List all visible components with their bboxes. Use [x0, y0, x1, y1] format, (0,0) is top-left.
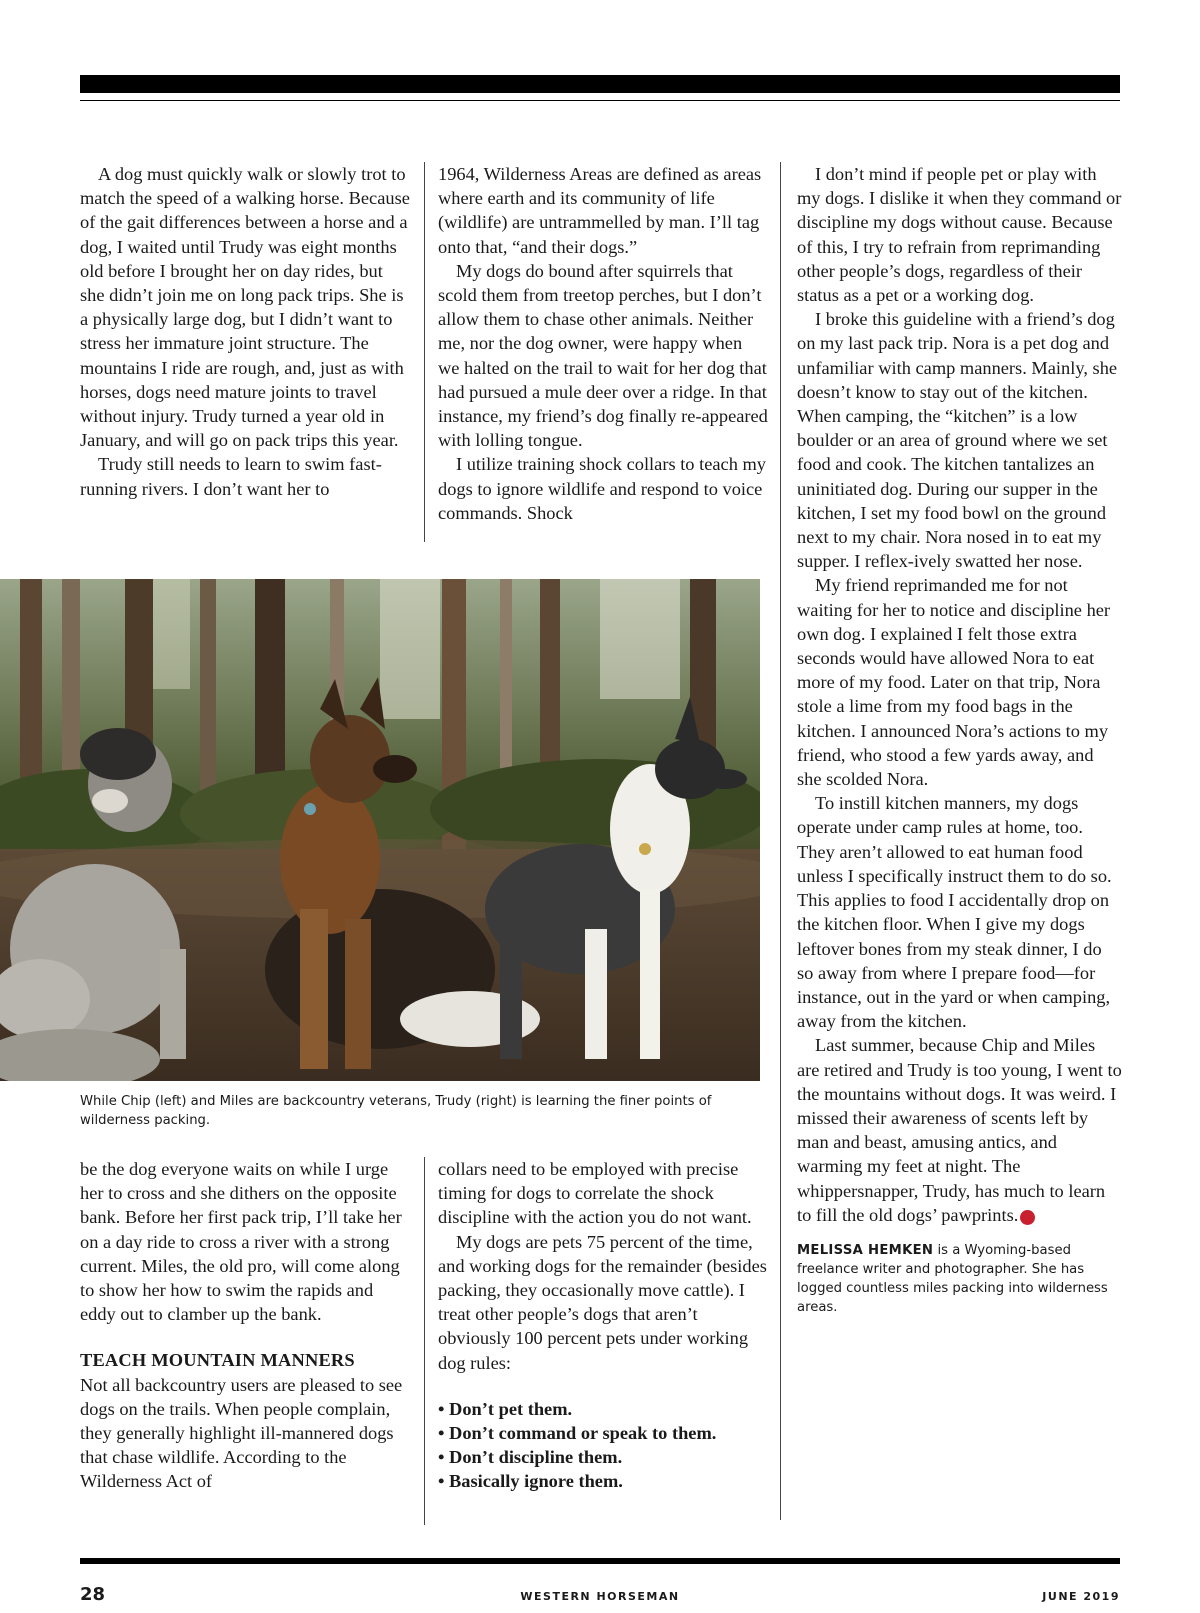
list-item: • Don’t pet them. [438, 1398, 573, 1419]
column-2-top [438, 162, 768, 525]
end-mark-icon: WH [1020, 1210, 1035, 1225]
photo-caption: While Chip (left) and Miles are backcountry veterans, Trudy (right) is learning the finer points of wilderness packing. [80, 1094, 712, 1128]
body-paragraph: be the dog everyone waits on while I urge her to cross and she dithers on the opposite bank. Before her first pack trip, I’ll take her on a day ride to cross a river with a strong current. Miles, the old pro, will come along to show her how to swim the rapids and eddy out to clamber up the bank. [80, 1159, 402, 1325]
body-paragraph: I don’t mind if people pet or play with my dogs. I dislike it when they command or discipline my dogs without cause. Because of this, I try to refrain from reprimanding other people’s dogs, regardless of their status as a pet or a working dog. [797, 164, 1122, 306]
header-bar [80, 75, 1120, 93]
header-rule [80, 100, 1120, 101]
body-paragraph [797, 1033, 1122, 1227]
list-item: • Don’t discipline them. [438, 1447, 623, 1468]
author-bio [797, 1241, 1122, 1317]
column-2-bottom [438, 1157, 768, 1494]
body-paragraph: 1964, Wilderness Areas are defined as areas where earth and its community of life (wildlife) are untrammelled by man. I’ll tag onto that, “and their dogs.” [438, 164, 762, 257]
footer-bar [80, 1558, 1120, 1564]
dogs-photo [0, 579, 760, 1081]
body-paragraph: My dogs do bound after squirrels that scold them from treetop perches, but I don’t allow them to chase other animals. Neither me, nor the dog owner, were happy when we halted on the trail to wait for her dog that had pursued a mule deer over a ridge. In that instance, my friend’s dog finally re-appeared with lolling tongue. [438, 260, 768, 451]
magazine-name: WESTERN HORSEMAN [520, 1590, 680, 1603]
body-paragraph: I utilize training shock collars to teach my dogs to ignore wildlife and respond to voice commands. Shock [438, 454, 766, 523]
body-paragraph: I broke this guideline with a friend’s dog on my last pack trip. Nora is a pet dog and unfamiliar with camp manners. Mainly, she doesn’t know to stay out of the kitchen. When camping, the “kitchen” is a low boulder or an area of ground where we set food and cook. The kitchen tantalizes an uninitiated dog. During our supper in the kitchen, I set my food bowl on the ground next to my chair. Nora nosed in to eat my supper. I reflex-ively swatted her nose. [797, 309, 1118, 572]
column-divider [424, 162, 425, 542]
body-paragraph: A dog must quickly walk or slowly trot to match the speed of a walking horse. Because of the gait differences between a horse and a dog, I waited until Trudy was eight months old before I brought her on day rides, but she didn’t join me on long pack trips. She is a physically large dog, but I didn’t want to stress her immature joint structure. The mountains I ride are rough, and, just as with horses, dogs need mature joints to travel without injury. Trudy turned a year old in January, and will go on pack trips this year. [80, 164, 410, 451]
column-3 [797, 162, 1122, 1317]
issue-date: JUNE 2019 [1042, 1590, 1120, 1603]
body-paragraph: My dogs are pets 75 percent of the time, and working dogs for the remainder (besides packing, they occasionally move cattle). I treat other people’s dogs that aren’t obviously 100 percent pets under working dog rules: [438, 1231, 767, 1373]
closing-text: Last summer, because Chip and Miles are retired and Trudy is too young, I went to the mountains without dogs. It was weird. I missed their awareness of scents left by man and beast, amusing antics, and warming my feet at night. The whippersnapper, Trudy, has much to learn to fill the old dogs’ pawprints. [797, 1035, 1122, 1225]
author-name: MELISSA HEMKEN [797, 1242, 934, 1258]
body-paragraph: My friend reprimanded me for not waiting for her to notice and discipline her own dog. I explained I felt those extra seconds would have allowed Nora to eat more of my food. Later on that trip, Nora stole a lime from my food bags in the kitchen. I announced Nora’s actions to my friend, who stood a few yards away, and she scolded Nora. [797, 575, 1111, 790]
author-bio-text: is a Wyoming-based freelance writer and photographer. She has logged countless miles packing into wilderness areas. [797, 1242, 1108, 1315]
column-divider [424, 1157, 425, 1525]
column-1-bottom [80, 1157, 410, 1494]
column-1-top [80, 162, 410, 501]
list-item: • Don’t command or speak to them. [438, 1423, 717, 1444]
body-paragraph: collars need to be employed with precise timing for dogs to correlate the shock discipline with the action you do not want. [438, 1159, 752, 1228]
column-divider [780, 162, 781, 1520]
body-paragraph: Not all backcountry users are pleased to see dogs on the trails. When people complain, they generally highlight ill-mannered dogs that chase wildlife. According to the Wilderness Act of [80, 1374, 403, 1492]
section-heading: TEACH MOUNTAIN MANNERS [80, 1350, 355, 1371]
body-paragraph: To instill kitchen manners, my dogs operate under camp rules at home, too. They aren’t allowed to eat human food unless I specifically instruct them to do so. This applies to food I accidentally drop on the kitchen floor. When I give my dogs leftover bones from my steak dinner, I do so away from where I prepare food—for instance, out in the yard or when camping, away from the kitchen. [797, 793, 1112, 1032]
page-number: 28 [80, 1584, 106, 1605]
list-item: • Basically ignore them. [438, 1471, 623, 1492]
body-paragraph: Trudy still needs to learn to swim fast-running rivers. I don’t want her to [80, 454, 382, 499]
rules-list [438, 1397, 768, 1494]
